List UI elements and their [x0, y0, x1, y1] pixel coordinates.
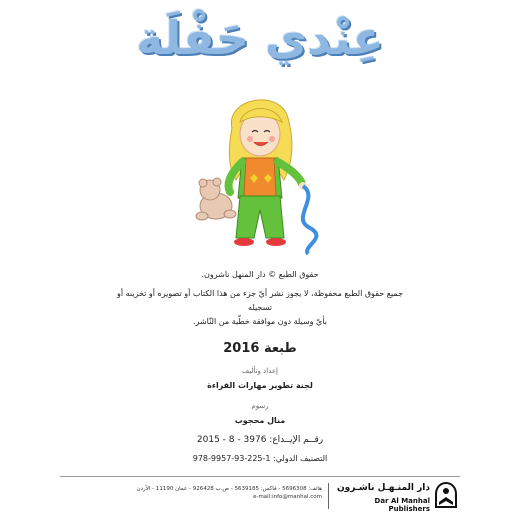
book-title: عِنْدي حَفْلَة — [136, 11, 384, 65]
drawings-label: رسوم — [251, 402, 269, 410]
author-name: لجنة تطوير مهارات القراءة — [207, 381, 313, 390]
edition-label: طبعة 2016 — [223, 341, 297, 356]
girl-dancing-illustration — [170, 88, 350, 258]
illustrator-name: منال محجوب — [234, 416, 286, 425]
rights-notice — [105, 287, 415, 329]
prepared-label: إعداد وتأليف — [241, 367, 279, 375]
copyright-line: حقوق الطبع © دار المنهل ناشرون. — [201, 270, 319, 279]
publisher-name-arabic: دار المنـهـل ناشـرون — [336, 483, 430, 493]
publisher-footer — [60, 476, 460, 513]
isbn-number: التصنيف الدولي: 1-225-93-9957-978 — [192, 454, 328, 463]
deposit-number: رقــم الإيــداع: 3976 - 8 - 2015 — [196, 435, 324, 445]
rights-line: بأيّ وسيلة دون موافقة خطّية من النّاشر. — [193, 317, 327, 326]
rights-line: جميع حقوق الطبع محفوظة، لا يجوز نشر أيّ جزء من هذا الكتاب أو تصويره أو تخزينه أو تسجيله — [117, 289, 403, 312]
footer-divider — [328, 483, 329, 509]
publisher-name-english: Dar Al Manhal Publishers — [374, 497, 430, 513]
email-address: e-mail:info@manhal.com — [253, 494, 322, 500]
book-reader-logo-icon — [434, 482, 458, 508]
contact-info: هاتف: 5696308 - فاكس: 5639185 - ص.ب 926428 - عمان 11190 - الأردن — [136, 486, 322, 492]
